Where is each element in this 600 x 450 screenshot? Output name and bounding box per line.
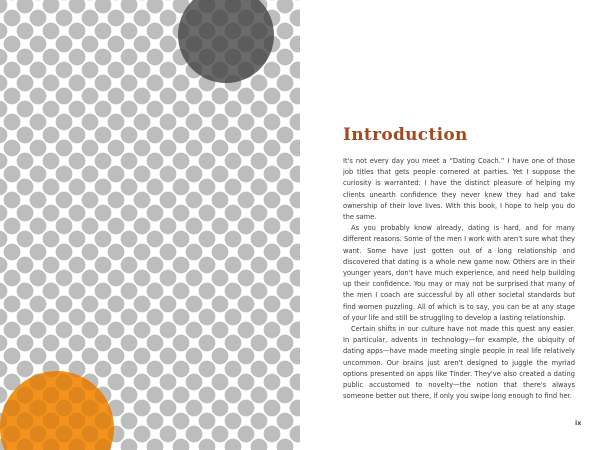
page-number: ix: [575, 419, 582, 427]
paragraph-3: Certain shifts in our culture have not made this quest any easier. In particular, advents in technology—for example, the ubiquity of dating apps—have made meeting single people in real life relatively uncommon. Our brains just aren't designed to juggle the myriad options presented on apps like Tinder. They've also created a dating public accustomed to novelty—the notion that there's always someone better out there, if only you swipe long enough to find her.: [343, 325, 575, 401]
body-text: [343, 156, 575, 402]
paragraph-2: As you probably know already, dating is hard, and for many different reasons. Some of the men I work with aren't sure what they want. Some have just gotten out of a long relationship and discovered that dating is a whole new game now. Others are in their younger years, don't have much experience, and need help building up their confidence. You may or may not be surprised that many of the men I coach are successful by all other societal standards but find women puzzling. All of which is to say, you can be at any stage of your life and still be struggling to develop a lasting relationship.: [343, 224, 575, 322]
text-page: [300, 0, 600, 450]
paragraph-1: It's not every day you meet a “Dating Coach.” I have one of those job titles that gets people cornered at parties. Yet I suppose the curiosity is warranted: I have the distinct pleasure of helping my clients unearth confidence they never knew they had and take ownership of their love lives. With this book, I hope to help you do the same.: [343, 157, 575, 222]
chapter-title: Introduction: [343, 125, 468, 145]
